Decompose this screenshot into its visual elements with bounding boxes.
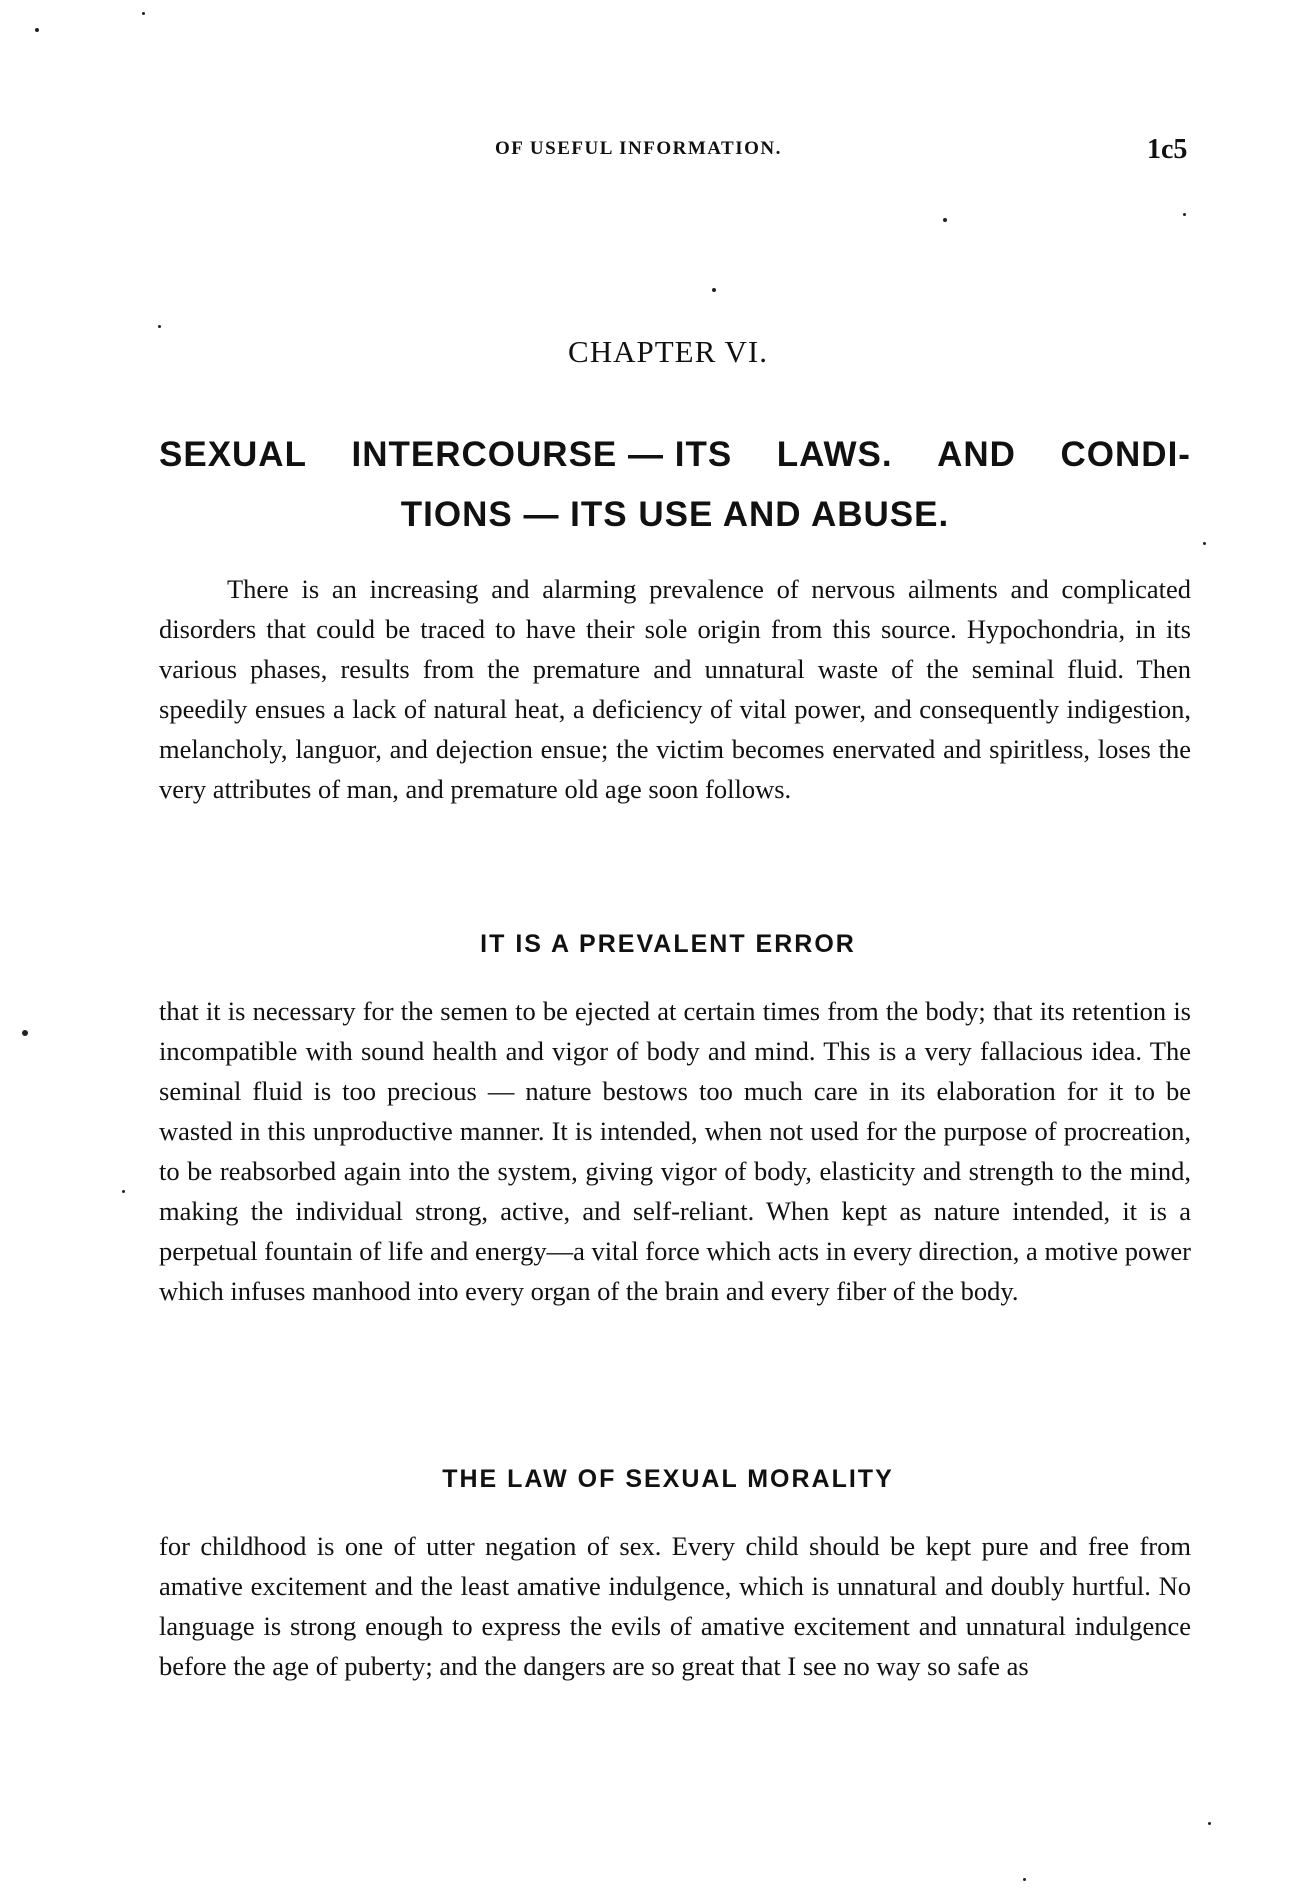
scan-speck — [22, 1030, 28, 1036]
paragraph-1 — [159, 569, 1191, 809]
section-heading-1: IT IS A PREVALENT ERROR — [480, 930, 856, 958]
scan-speck — [1203, 542, 1206, 545]
scan-speck — [1023, 1878, 1026, 1881]
paragraph-text: for childhood is one of utter negation of sex. Every child should be kept pure and free from amative excitement and the least amative indulgence, which is unnatural and doubly hurtful. No language is strong enough to express the evils of amative excitement and unnatural indulgence before the age of puberty; and the dangers are so great that I see no way so safe as — [159, 1531, 1191, 1681]
scan-speck — [122, 1190, 125, 1193]
scan-speck — [712, 288, 716, 292]
section-heading-2: THE LAW OF SEXUAL MORALITY — [442, 1465, 894, 1493]
chapter-title-word: LAWS. — [776, 435, 893, 474]
paragraph-2 — [159, 991, 1191, 1311]
chapter-title — [159, 425, 1191, 545]
chapter-title-word: SEXUAL — [159, 435, 307, 474]
page-number: 1c5 — [1147, 134, 1188, 165]
paragraph-3 — [159, 1526, 1191, 1686]
chapter-label: CHAPTER VI. — [568, 334, 768, 369]
chapter-title-line-2: TIONS — ITS USE AND ABUSE. — [400, 495, 950, 534]
chapter-title-word: AND — [937, 435, 1016, 474]
scan-speck — [142, 12, 145, 15]
chapter-title-word: INTERCOURSE — ITS — [351, 435, 733, 474]
scan-speck — [943, 218, 947, 222]
chapter-title-line-1 — [159, 425, 1191, 485]
scan-speck — [1183, 213, 1186, 216]
scan-speck — [158, 325, 161, 328]
scan-speck — [35, 28, 39, 32]
chapter-title-word: CONDI- — [1060, 435, 1191, 474]
scan-speck — [1208, 1822, 1211, 1825]
paragraph-text: that it is necessary for the semen to be ejected at certain times from the body; that its retention is incompatible with sound health and vigor of body and mind. This is a very fallacious idea. The seminal fluid is too precious — nature bestows too much care in its elaboration for it to be wasted in this unproductive manner. It is intended, when not used for the purpose of procreation, to be reabsorbed again into the system, giving vigor of body, elasticity and strength to the mind, making the individual strong, active, and self-reliant. When kept as nature intended, it is a perpetual fountain of life and energy—a vital force which acts in every direction, a motive power which infuses manhood into every organ of the brain and every fiber of the body. — [159, 996, 1191, 1306]
paragraph-text: There is an increasing and alarming prevalence of nervous ailments and complicated disorders that could be traced to have their sole origin from this source. Hypochondria, in its various phases, results from the premature and unnatural waste of the seminal fluid. Then speedily ensues a lack of natural heat, a deficiency of vital power, and consequently indigestion, melancholy, languor, and dejection ensue; the victim becomes enervated and spiritless, loses the very attributes of man, and premature old age soon follows. — [159, 574, 1191, 804]
running-head: OF USEFUL INFORMATION. — [495, 138, 782, 159]
